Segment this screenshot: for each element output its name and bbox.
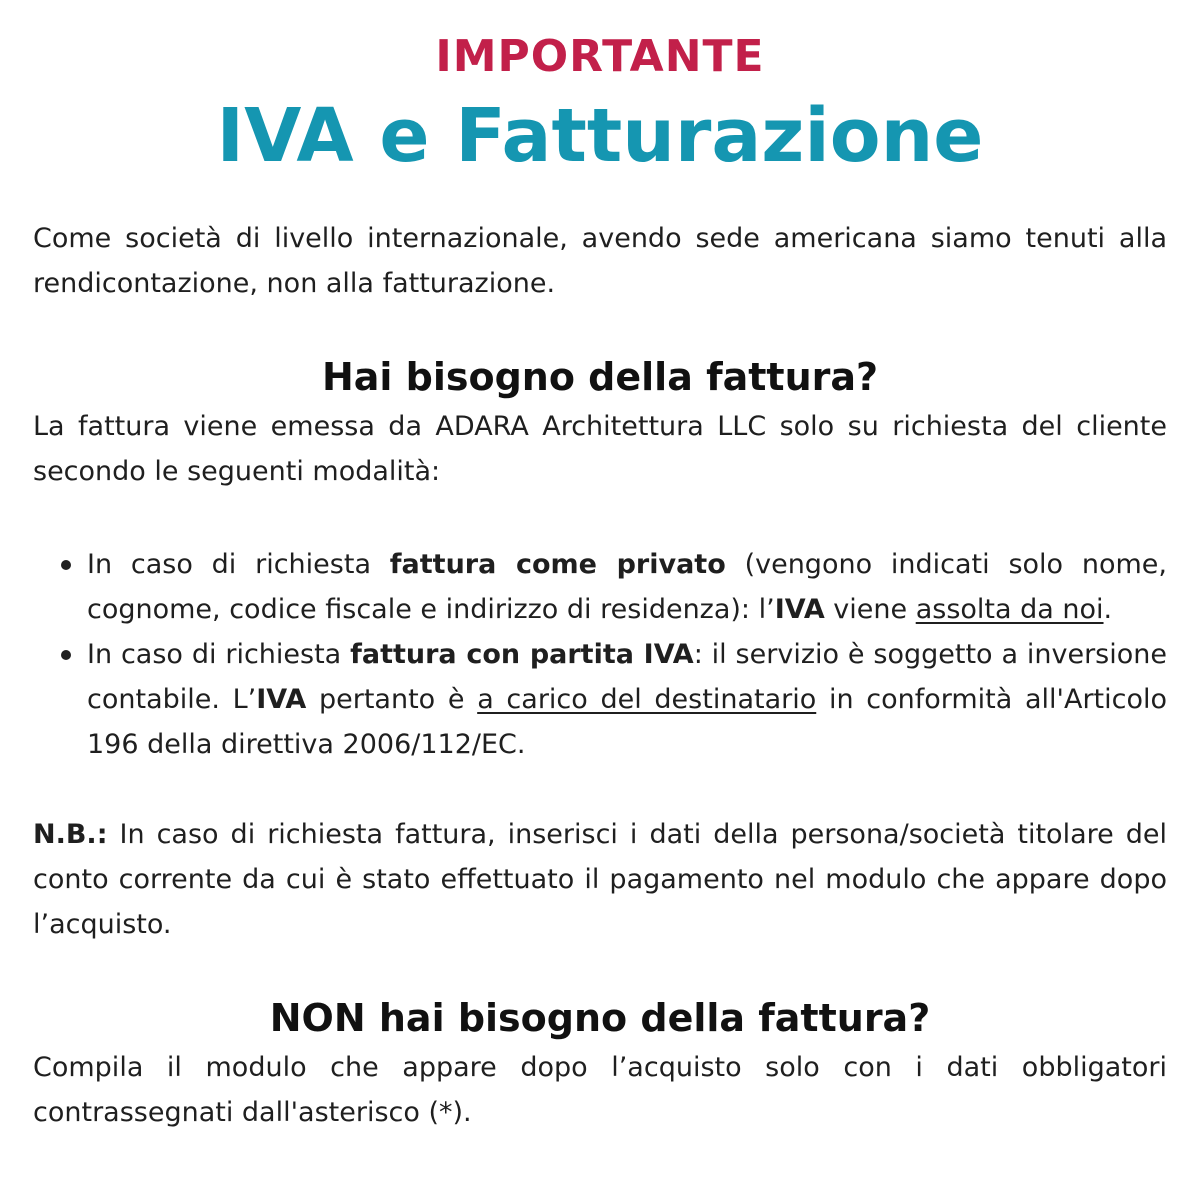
important-label: IMPORTANTE — [435, 31, 765, 82]
item-text: in conformità all'Articolo 196 della direttiva 2006/112/EC. — [87, 684, 1168, 760]
nb-paragraph — [33, 812, 1167, 947]
item-bold: IVA — [256, 684, 307, 715]
item-text: . — [1103, 594, 1113, 625]
item-underline: assolta da noi — [915, 594, 1104, 625]
intro-paragraph: Come società di livello internazionale, avendo sede americana siamo tenuti alla rendicontazione, non alla fatturazione. — [33, 223, 1167, 299]
bullet-icon — [61, 560, 71, 570]
item-text: : il servizio è soggetto a inversione contabile. L’ — [87, 639, 1167, 715]
item-underline: a carico del destinatario — [477, 684, 817, 715]
item-text: pertanto è — [306, 684, 478, 715]
list-item — [87, 542, 1167, 632]
item-bold: fattura con partita IVA — [350, 639, 694, 670]
nb-label: N.B.: — [33, 819, 108, 850]
section-paragraph-no-invoice: Compila il modulo che appare dopo l’acquisto solo con i dati obbligatori contrassegnati dall'asterisco (*). — [33, 1052, 1167, 1128]
bullet-icon — [61, 650, 71, 660]
section-heading-need-invoice: Hai bisogno della fattura? — [321, 355, 879, 399]
list-item — [87, 632, 1167, 767]
item-text: (vengono indicati solo nome, cognome, codice fiscale e indirizzo di residenza): l’ — [87, 549, 1167, 625]
item-bold: fattura come privato — [389, 549, 726, 580]
section-paragraph-need-invoice: La fattura viene emessa da ADARA Architettura LLC solo su richiesta del cliente secondo le seguenti modalità: — [33, 411, 1167, 487]
item-text: viene — [824, 594, 916, 625]
section-heading-no-invoice: NON hai bisogno della fattura? — [269, 996, 931, 1040]
item-text: In caso di richiesta — [87, 639, 351, 670]
nb-text: In caso di richiesta fattura, inserisci i dati della persona/società titolare del conto corrente da cui è stato effettuato il pagamento nel modulo che appare dopo l’acquisto. — [33, 819, 1167, 940]
item-bold: IVA — [774, 594, 825, 625]
invoice-options-list — [33, 542, 1167, 767]
page-title: IVA e Fatturazione — [216, 93, 984, 179]
item-text: In caso di richiesta — [87, 549, 390, 580]
